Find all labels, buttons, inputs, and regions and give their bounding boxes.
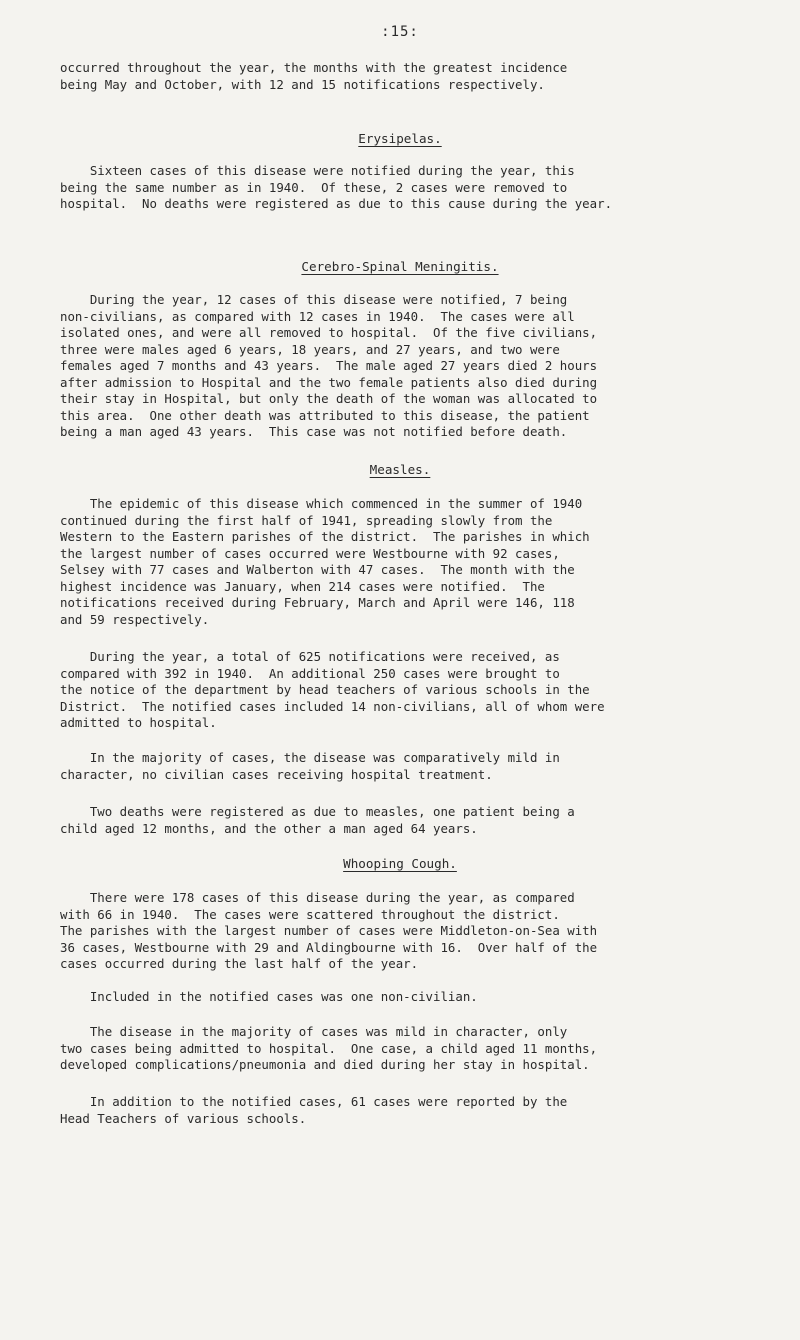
text-line: During the year, 12 cases of this disease were notified, 7 being (60, 292, 568, 307)
text-line: Two deaths were registered as due to measles, one patient being a (60, 804, 575, 819)
paragraph (60, 804, 760, 837)
section-heading-cerebro-spinal-meningitis: Cerebro-Spinal Meningitis. (301, 259, 499, 274)
text-line: being a man aged 43 years. This case was not notified before death. (60, 424, 568, 439)
section-heading-whooping-cough: Whooping Cough. (343, 856, 457, 871)
text-line: highest incidence was January, when 214 cases were notified. The (60, 578, 545, 594)
text-line: developed complications/pneumonia and died during her stay in hospital. (60, 1057, 590, 1072)
page-number: :15: (381, 24, 419, 40)
paragraph (60, 989, 760, 1006)
section-heading-erysipelas: Erysipelas. (358, 131, 442, 146)
text-line: 36 cases, Westbourne with 29 and Aldingbourne with 16. Over half of the (60, 939, 598, 955)
intro-paragraph (60, 60, 760, 93)
text-line: The epidemic of this disease which commenced in the summer of 1940 (60, 496, 583, 511)
text-line: the largest number of cases occurred were Westbourne with 92 cases, (60, 545, 560, 561)
text-line: Western to the Eastern parishes of the district. The parishes in which (60, 529, 590, 544)
paragraph (60, 163, 760, 213)
text-line: with 66 in 1940. The cases were scattered throughout the district. (60, 906, 560, 922)
paragraph (60, 1024, 760, 1074)
text-line: There were 178 cases of this disease during the year, as compared (60, 890, 575, 905)
paragraph (60, 649, 760, 732)
text-line: admitted to hospital. (60, 715, 217, 730)
text-line: their stay in Hospital, but only the death of the woman was allocated to (60, 391, 598, 406)
text-line: Included in the notified cases was one non-civilian. (60, 989, 478, 1004)
text-line: During the year, a total of 625 notifications were received, as (60, 649, 560, 664)
section-heading-measles: Measles. (369, 462, 431, 477)
text-line: notifications received during February, March and April were 146, 118 (60, 595, 575, 610)
paragraph (60, 1094, 760, 1127)
text-line: In addition to the notified cases, 61 cases were reported by the (60, 1094, 568, 1109)
text-line: after admission to Hospital and the two female patients also died during (60, 374, 598, 390)
text-line: being the same number as in 1940. Of these, 2 cases were removed to (60, 179, 568, 195)
text-line: the notice of the department by head teachers of various schools in the (60, 682, 590, 697)
text-line: Head Teachers of various schools. (60, 1110, 307, 1126)
text-line: two cases being admitted to hospital. One case, a child aged 11 months, (60, 1040, 598, 1056)
text-line: cases occurred during the last half of the year. (60, 956, 419, 971)
text-line: character, no civilian cases receiving hospital treatment. (60, 766, 493, 782)
text-line: occurred throughout the year, the months with the greatest incidence (60, 60, 568, 75)
text-line: Selsey with 77 cases and Walberton with 47 cases. The month with the (60, 562, 575, 577)
text-line: District. The notified cases included 14 non-civilians, all of whom were (60, 698, 605, 714)
text-line: females aged 7 months and 43 years. The male aged 27 years died 2 hours (60, 358, 598, 373)
paragraph (60, 496, 760, 628)
text-line: being May and October, with 12 and 15 notifications respectively. (60, 76, 545, 92)
text-line: In the majority of cases, the disease was comparatively mild in (60, 750, 560, 765)
text-line: The parishes with the largest number of cases were Middleton-on-Sea with (60, 923, 598, 938)
text-line: continued during the first half of 1941, spreading slowly from the (60, 512, 553, 528)
text-line: child aged 12 months, and the other a man aged 64 years. (60, 820, 478, 836)
paragraph (60, 890, 760, 973)
text-line: three were males aged 6 years, 18 years, and 27 years, and two were (60, 341, 560, 357)
text-line: compared with 392 in 1940. An additional 250 cases were brought to (60, 665, 560, 681)
text-line: isolated ones, and were all removed to hospital. Of the five civilians, (60, 325, 598, 340)
paragraph (60, 292, 760, 441)
text-line: non-civilians, as compared with 12 cases in 1940. The cases were all (60, 308, 575, 324)
text-line: hospital. No deaths were registered as due to this cause during the year. (60, 196, 613, 211)
text-line: Sixteen cases of this disease were notified during the year, this (60, 163, 575, 178)
text-line: and 59 respectively. (60, 611, 210, 627)
paragraph (60, 750, 760, 783)
text-line: this area. One other death was attributed to this disease, the patient (60, 407, 590, 423)
text-line: The disease in the majority of cases was mild in character, only (60, 1024, 568, 1039)
